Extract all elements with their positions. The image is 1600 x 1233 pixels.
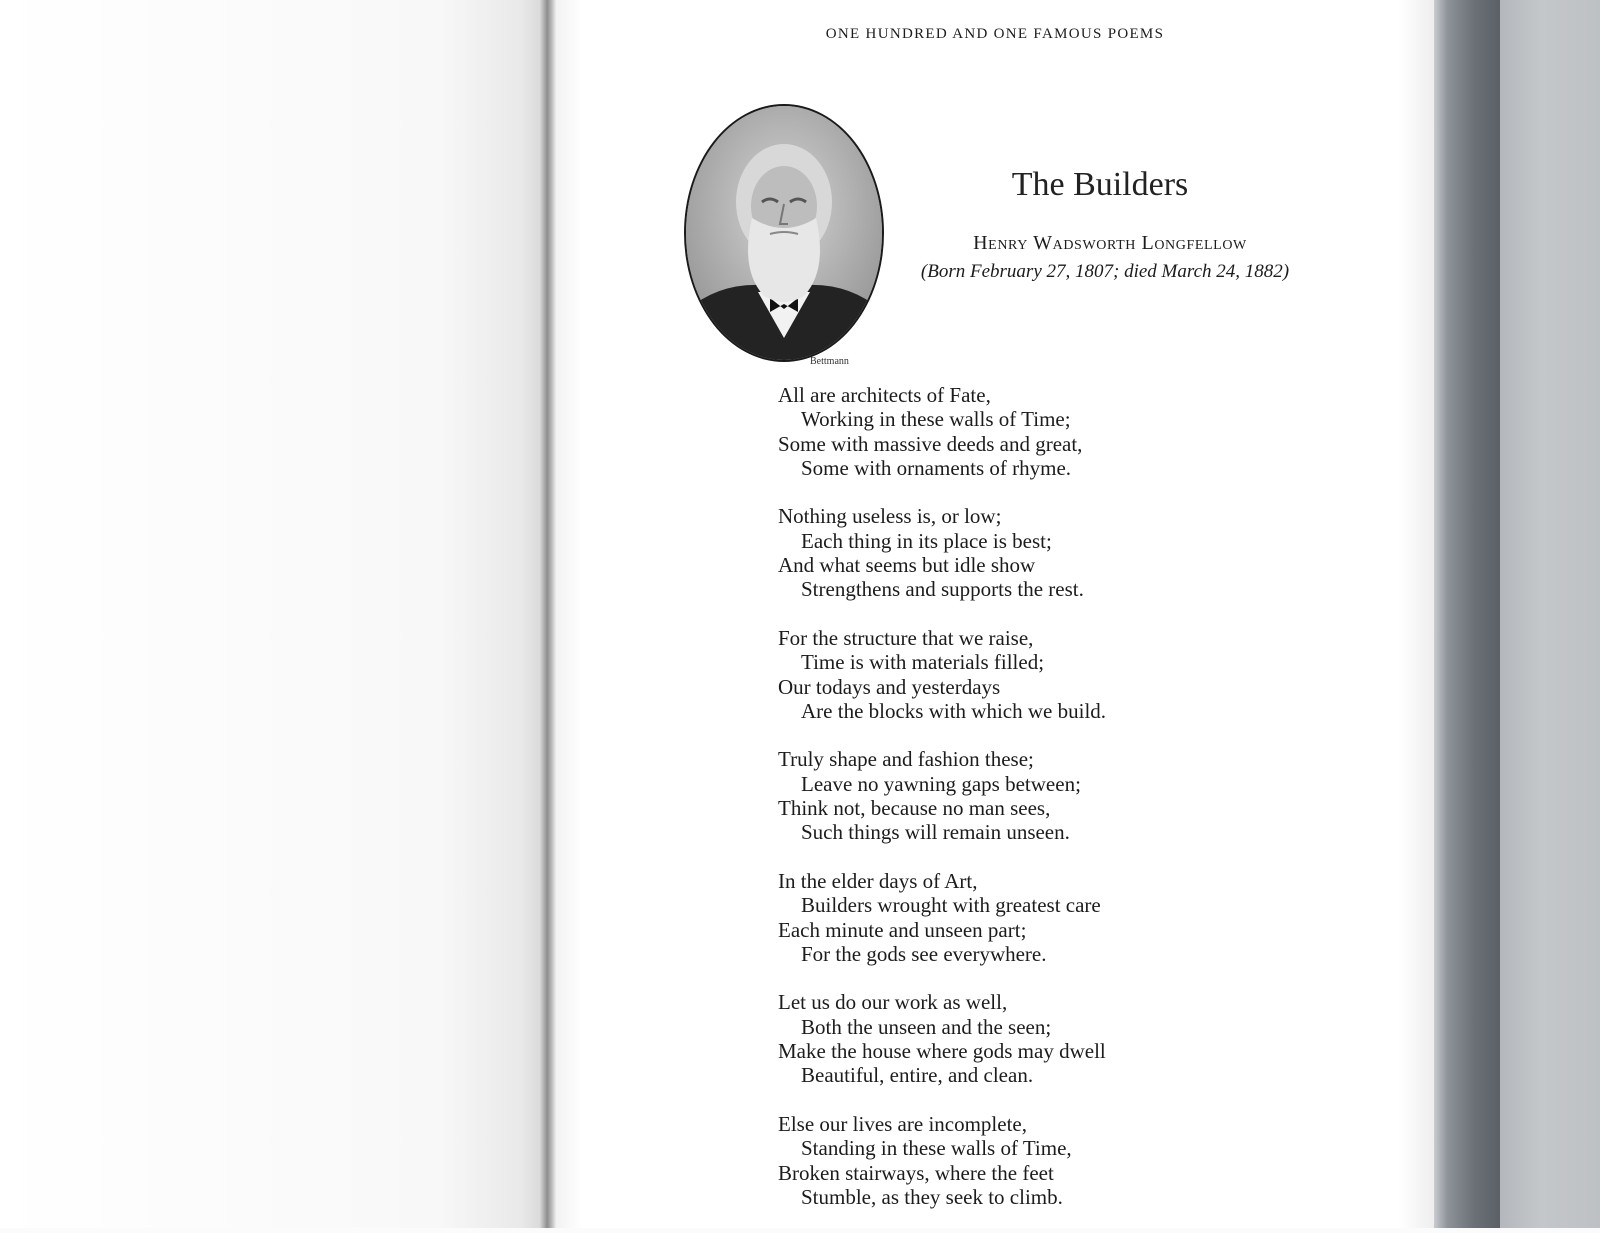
poem-title: The Builders [1011,166,1189,203]
poem-line: Nothing useless is, or low; [778,504,1002,529]
poem-line: Stumble, as they seek to climb. [801,1184,1063,1209]
poem-line: All are architects of Fate, [778,383,991,407]
poem-line: Our todays and yesterdays [778,674,1001,699]
photo-credit: Bettmann [810,356,849,367]
stanza [778,504,1338,601]
poem-line: Some with ornaments of rhyme. [801,455,1072,480]
stanza [778,383,1338,480]
poem-line: In the elder days of Art, [778,868,978,893]
poem-line: Each thing in its place is best; [801,528,1052,553]
stanza [778,869,1338,966]
author-dates: (Born February 27, 1807; died March 24, 1882) [920,261,1290,282]
poem-line: Such things will remain unseen. [801,820,1070,845]
poem-body [778,383,1338,1233]
running-head: ONE HUNDRED AND ONE FAMOUS POEMS [825,26,1165,42]
poem-line: Both the unseen and the seen; [801,1014,1052,1039]
stanza [778,626,1338,723]
poem-line: Think not, because no man sees, [778,796,1051,821]
left-page [0,0,548,1228]
book-gutter [540,0,556,1228]
poem-line: Time is with materials filled; [801,650,1045,675]
poem-line: Are the blocks with which we build. [801,698,1107,723]
poem-line: Working in these walls of Time; [801,407,1071,432]
poem-line: Some with massive deeds and great, [778,431,1083,456]
book-page-edges [1434,0,1500,1228]
poem-line: Broken stairways, where the feet [778,1160,1054,1185]
portrait-engraving [686,106,882,360]
poem-line: Strengthens and supports the rest. [801,577,1084,602]
poem-line: Beautiful, entire, and clean. [801,1063,1034,1088]
background-surface [1500,0,1600,1228]
poem-line: For the structure that we raise, [778,625,1034,650]
stanza [778,747,1338,844]
poem-line: Each minute and unseen part; [778,917,1027,942]
poem-line: Truly shape and fashion these; [778,747,1034,772]
poem-line: And what seems but idle show [778,553,1036,578]
author-name: Henry Wadsworth Longfellow [973,232,1247,254]
poem-line: Leave no yawning gaps between; [801,771,1081,796]
stanza [778,990,1338,1087]
poem-line: Let us do our work as well, [778,990,1008,1015]
poem-line: Else our lives are incomplete, [778,1111,1027,1136]
poem-line: For the gods see everywhere. [801,941,1047,966]
poem-line: Standing in these walls of Time, [801,1136,1072,1161]
stanza [778,1112,1338,1209]
author-portrait [684,104,884,362]
poem-line: Make the house where gods may dwell [778,1039,1106,1064]
poem-line: Builders wrought with greatest care [801,893,1101,918]
